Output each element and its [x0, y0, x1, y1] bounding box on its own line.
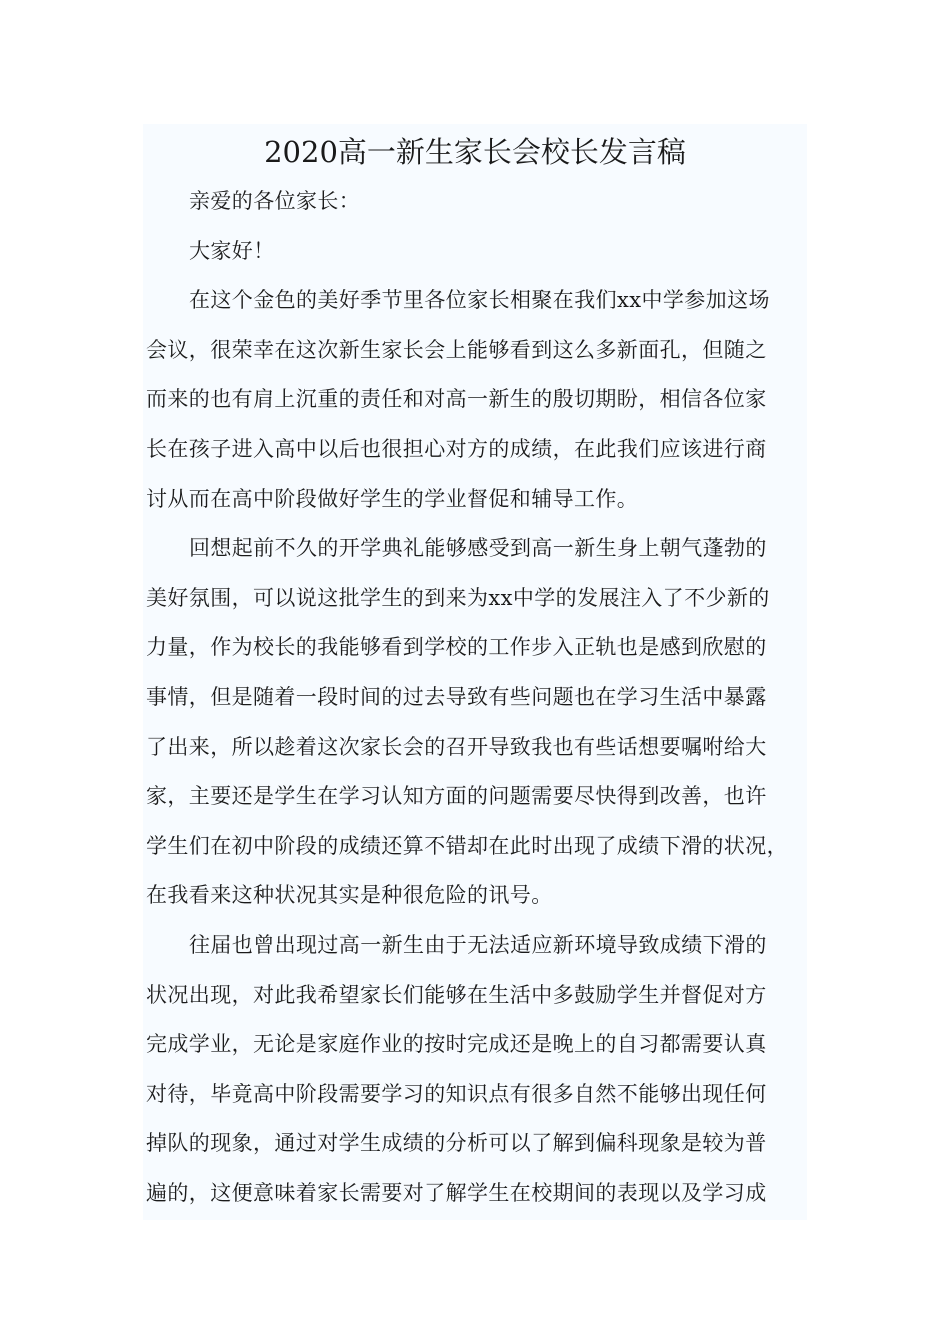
text-line: 会议，很荣幸在这次新生家长会上能够看到这么多新面孔，但随之: [146, 337, 767, 362]
text-line: 对待，毕竟高中阶段需要学习的知识点有很多自然不能够出现任何: [146, 1081, 767, 1106]
text-line: 力量，作为校长的我能够看到学校的工作步入正轨也是感到欣慰的: [146, 635, 767, 660]
paragraph-2: [146, 524, 806, 921]
text-line: 学生们在初中阶段的成绩还算不错却在此时出现了成绩下滑的状况，: [146, 833, 788, 858]
text-line: 美好氛围，可以说这批学生的到来为xx中学的发展注入了不少新的: [146, 585, 770, 610]
text-line: 回想起前不久的开学典礼能够感受到高一新生身上朝气蓬勃的: [189, 536, 767, 561]
text-line: 大家好！: [189, 238, 275, 263]
text-line: 遍的，这便意味着家长需要对了解学生在校期间的表现以及学习成: [146, 1180, 767, 1205]
text-line: 讨从而在高中阶段做好学生的学业督促和辅导工作。: [146, 486, 639, 511]
text-line: 掉队的现象，通过对学生成绩的分析可以了解到偏科现象是较为普: [146, 1131, 767, 1156]
text-line: 家，主要还是学生在学习认知方面的问题需要尽快得到改善，也许: [146, 784, 767, 809]
paragraph-3: [146, 921, 806, 1219]
text-line: 在我看来这种状况其实是种很危险的讯号。: [146, 883, 553, 908]
document-body: [146, 177, 806, 1218]
text-line: 往届也曾出现过高一新生由于无法适应新环境导致成绩下滑的: [189, 932, 767, 957]
text-line: 在这个金色的美好季节里各位家长相聚在我们xx中学参加这场: [189, 288, 770, 313]
text-line: 完成学业，无论是家庭作业的按时完成还是晚上的自习都需要认真: [146, 1032, 767, 1057]
text-line: 长在孩子进入高中以后也很担心对方的成绩，在此我们应该进行商: [146, 436, 767, 461]
text-line: 了出来，所以趁着这次家长会的召开导致我也有些话想要嘱咐给大: [146, 734, 767, 759]
text-line: 亲爱的各位家长：: [189, 189, 361, 213]
greeting: [146, 227, 806, 277]
text-line: 状况出现，对此我希望家长们能够在生活中多鼓励学生并督促对方: [146, 982, 767, 1007]
paragraph-1: [146, 276, 806, 524]
text-line: 事情，但是随着一段时间的过去导致有些问题也在学习生活中暴露: [146, 684, 767, 709]
text-line: 而来的也有肩上沉重的责任和对高一新生的殷切期盼，相信各位家: [146, 387, 767, 412]
document-title: 2020高一新生家长会校长发言稿: [264, 135, 686, 169]
salutation: [146, 177, 806, 227]
